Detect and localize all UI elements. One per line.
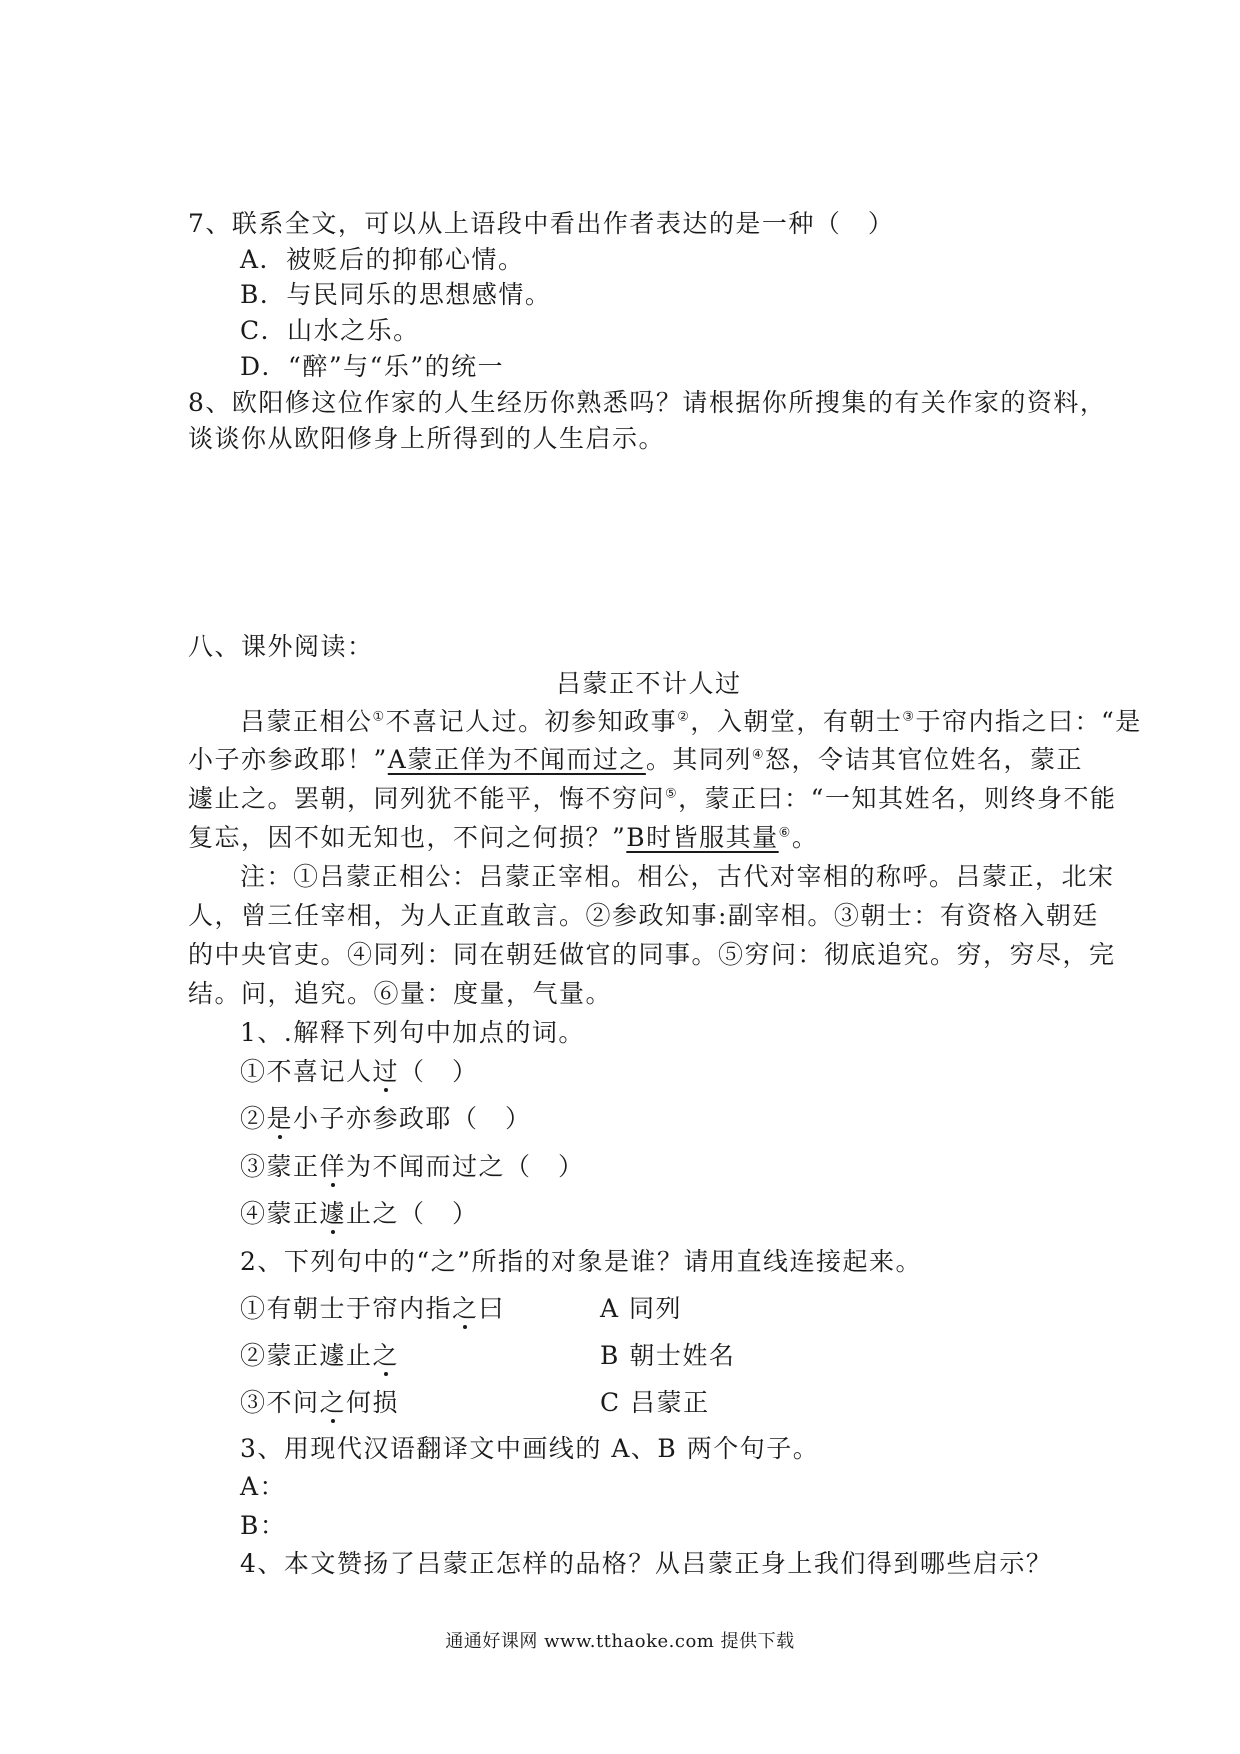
passage-text: 于帘内指之曰：“是 [915,707,1142,736]
q8-line-2: 谈谈你从欧阳修身上所得到的人生启示。 [188,424,666,453]
q2-left-2 [240,1339,399,1373]
footer-credit: 通通好课网 www.tthaoke.com 提供下载 [445,1631,795,1652]
passage-line-4 [188,821,818,855]
q2-left-3 [240,1386,399,1420]
section-heading: 八、课外阅读： [188,632,374,661]
item-text: 止之（ ） [346,1199,479,1228]
footnote-marker: ⑤ [665,786,679,802]
q7-option-a: A．被贬后的抑郁心情。 [240,245,525,274]
item-text: 何损 [346,1388,400,1417]
dotted-word: 是 [266,1104,294,1133]
note-line: 结。问，追究。⑥量：度量，气量。 [188,979,613,1008]
q7-option-b: B．与民同乐的思想感情。 [240,280,552,309]
dotted-word: 佯 [319,1152,347,1181]
item-text: ②蒙正遽止 [240,1341,373,1370]
passage-text: ，入朝堂，有朝士 [690,707,903,736]
footnote-marker: ④ [751,747,766,763]
passage-line-2 [188,743,1083,777]
passage-text: 不喜记人过。初参知政事 [385,707,678,736]
item-text: ③不问 [240,1388,320,1417]
q3-stem: 3、用现代汉语翻译文中画线的 A、B 两个句子。 [240,1434,820,1463]
note-line: 的中央官吏。④同列：同在朝廷做官的同事。⑤穷问：彻底追究。穷，穷尽，完 [188,940,1116,969]
q1-item-1 [240,1055,479,1089]
q1-item-3 [240,1150,585,1184]
passage-title: 吕蒙正不计人过 [556,669,742,698]
passage-text: 。 [791,823,819,852]
passage-text: ，蒙正曰：“一知其姓名，则终身不能 [678,784,1117,813]
footnote-marker: ② [677,709,691,725]
passage-line-3 [188,782,1116,816]
q1-item-2 [240,1102,532,1136]
item-text: ② [240,1104,267,1133]
underlined-sentence-a: A蒙正佯为不闻而过之 [387,745,646,774]
q3-answer-a-label: A： [240,1472,287,1501]
q8-line-1: 8、欧阳修这位作家的人生经历你熟悉吗？请根据你所搜集的有关作家的资料， [188,388,1107,417]
item-text: （ ） [399,1057,479,1086]
dotted-word: 遽 [319,1199,347,1228]
q1-stem: 1、.解释下列句中加点的词。 [240,1018,585,1047]
underlined-sentence-b: B时皆服其量 [626,823,779,852]
footnote-marker: ⑥ [778,825,792,841]
passage-text: 遽止之。罢朝，同列犹不能平，悔不穷问 [188,784,666,813]
item-text: 小子亦参政耶（ ） [293,1104,532,1133]
passage-text: 小子亦参政耶！” [188,745,388,774]
q7-stem: 7、联系全文，可以从上语段中看出作者表达的是一种（ ） [188,209,895,238]
passage-text: 怒，令诘其官位姓名，蒙正 [765,745,1084,774]
q3-answer-b-label: B： [240,1511,287,1540]
footnote-marker: ① [372,709,386,725]
dotted-word: 之 [372,1341,400,1370]
passage-line-1 [240,705,1142,739]
note-line: 人，曾三任宰相，为人正直敢言。②参政知事:副宰相。③朝士：有资格入朝廷 [188,901,1099,930]
item-text: ①不喜记人 [240,1057,373,1086]
q1-item-4 [240,1197,479,1231]
item-text: ③蒙正 [240,1152,320,1181]
passage-text: 复忘，因不如无知也，不问之何损？” [188,823,627,852]
footnote-marker: ③ [902,709,916,725]
note-line: 注：①吕蒙正相公：吕蒙正宰相。相公，古代对宰相的称呼。吕蒙正，北宋 [240,862,1115,891]
q2-left-1 [240,1292,505,1326]
dotted-word: 之 [319,1388,347,1417]
dotted-word: 之 [452,1294,479,1323]
item-text: 为不闻而过之（ ） [346,1152,585,1181]
q4-stem: 4、本文赞扬了吕蒙正怎样的品格？从吕蒙正身上我们得到哪些启示？ [240,1549,1053,1578]
q2-stem: 2、下列句中的“之”所指的对象是谁？请用直线连接起来。 [240,1247,922,1276]
passage-text: 吕蒙正相公 [240,707,373,736]
q2-right-b: B 朝士姓名 [600,1341,736,1370]
q2-right-a: A 同列 [600,1294,683,1323]
q7-option-c: C．山水之乐。 [240,316,420,345]
passage-text: 。其同列 [645,745,752,774]
item-text: ④蒙正 [240,1199,320,1228]
dotted-word: 过 [372,1057,400,1086]
q2-right-c: C 吕蒙正 [600,1388,710,1417]
q7-option-d: D．“醉”与“乐”的统一 [240,352,505,381]
item-text: 曰 [478,1294,506,1323]
item-text: ①有朝士于帘内指 [240,1294,453,1323]
